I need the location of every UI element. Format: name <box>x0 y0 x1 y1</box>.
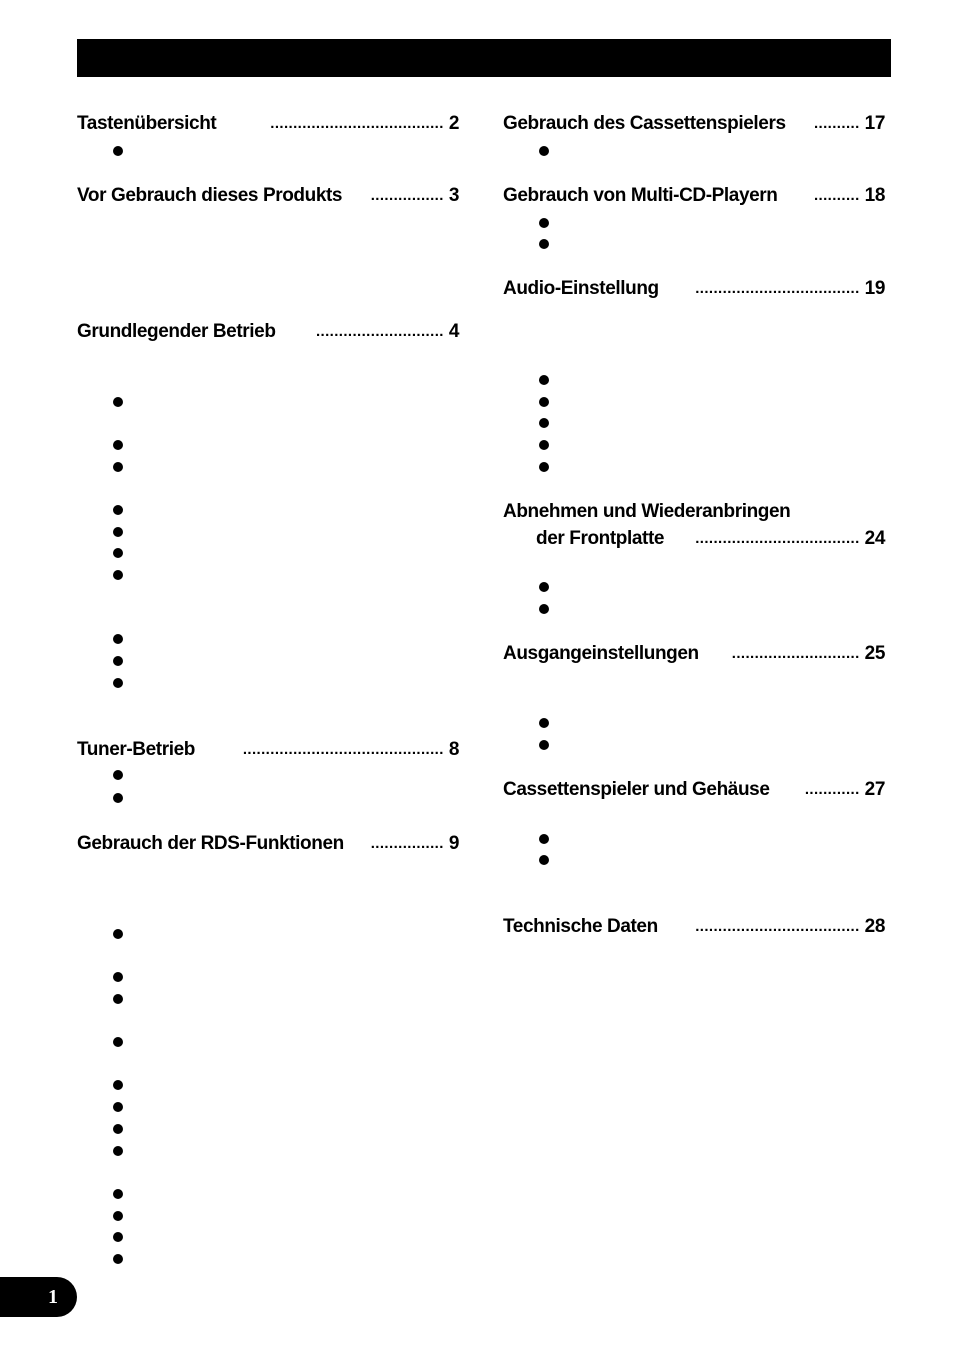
bullet-icon <box>539 218 549 228</box>
toc-entry-page: 9 <box>448 833 459 854</box>
toc-entry[interactable] <box>503 111 885 137</box>
toc-entry-page: 17 <box>864 113 885 134</box>
toc-entry-title: Cassettenspieler und Gehäuse <box>503 779 770 800</box>
toc-entry-page: 28 <box>864 916 885 937</box>
bullet-icon <box>539 375 549 385</box>
toc-entry-leader: ...................................... <box>270 115 444 132</box>
toc-entry-leader: ............................................ <box>242 741 444 758</box>
bullet-icon <box>113 146 123 156</box>
bullet-icon <box>113 1189 123 1199</box>
toc-entry-title: Abnehmen und Wiederanbringen <box>503 501 791 522</box>
toc-entry-leader: ............................ <box>315 323 444 340</box>
page-number: 1 <box>48 1286 58 1308</box>
toc-entry-page: 24 <box>864 528 885 549</box>
toc-entry-title: Gebrauch der RDS-Funktionen <box>77 833 344 854</box>
bullet-icon <box>539 397 549 407</box>
toc-entry-title: Tastenübersicht <box>77 113 217 134</box>
toc-entry-title: Gebrauch von Multi-CD-Playern <box>503 185 778 206</box>
toc-entry-page: 8 <box>448 739 459 760</box>
bullet-icon <box>113 656 123 666</box>
toc-entry-page: 4 <box>448 321 459 342</box>
bullet-icon <box>539 604 549 614</box>
toc-entry-page: 25 <box>864 643 885 664</box>
bullet-icon <box>539 239 549 249</box>
bullet-icon <box>113 994 123 1004</box>
toc-entry-page: 27 <box>864 779 885 800</box>
bullet-icon <box>113 1080 123 1090</box>
toc-entry[interactable] <box>503 276 885 302</box>
bullet-icon <box>113 570 123 580</box>
bullet-icon <box>539 834 549 844</box>
toc-entry[interactable] <box>77 319 459 345</box>
bullet-icon <box>113 440 123 450</box>
toc-entry[interactable] <box>503 914 885 940</box>
toc-entry-page: 3 <box>448 185 459 206</box>
toc-entry-leader: ................ <box>370 835 444 852</box>
bullet-icon <box>539 418 549 428</box>
bullet-icon <box>113 929 123 939</box>
toc-entry[interactable] <box>503 183 885 209</box>
toc-entry[interactable] <box>503 641 885 667</box>
bullet-icon <box>113 1102 123 1112</box>
toc-entry-leader: .................................... <box>695 918 860 935</box>
toc-entry-page: 19 <box>864 278 885 299</box>
toc-entry[interactable] <box>77 111 459 137</box>
bullet-icon <box>539 855 549 865</box>
bullet-icon <box>113 770 123 780</box>
bullet-icon <box>113 397 123 407</box>
toc-entry-leader: ................ <box>370 187 444 204</box>
bullet-icon <box>539 146 549 156</box>
toc-entry-title: Tuner-Betrieb <box>77 739 195 760</box>
toc-entry-leader: ............................ <box>731 645 860 662</box>
bullet-icon <box>113 1146 123 1156</box>
bullet-icon <box>539 440 549 450</box>
toc-entry[interactable] <box>77 737 459 763</box>
toc-entry-leader: .......... <box>813 187 860 204</box>
toc-entry-title: Vor Gebrauch dieses Produkts <box>77 185 343 206</box>
bullet-icon <box>113 1254 123 1264</box>
toc-entry-heading[interactable] <box>503 499 885 525</box>
toc-entry[interactable] <box>503 777 885 803</box>
bullet-icon <box>539 718 549 728</box>
toc-entry-title: Ausgangeinstellungen <box>503 643 699 664</box>
bullet-icon <box>113 527 123 537</box>
toc-entry-title: Technische Daten <box>503 916 658 937</box>
header-bar <box>77 39 891 77</box>
bullet-icon <box>113 1037 123 1047</box>
bullet-icon <box>113 678 123 688</box>
toc-entry[interactable] <box>77 183 459 209</box>
bullet-icon <box>113 793 123 803</box>
bullet-icon <box>539 740 549 750</box>
toc-entry[interactable] <box>536 526 885 552</box>
toc-entry-title: der Frontplatte <box>536 528 665 549</box>
toc-entry-leader: ............ <box>804 781 860 798</box>
bullet-icon <box>113 972 123 982</box>
bullet-icon <box>113 462 123 472</box>
toc-entry-page: 2 <box>448 113 459 134</box>
bullet-icon <box>113 1124 123 1134</box>
toc-entry-leader: .......... <box>813 115 860 132</box>
bullet-icon <box>113 1232 123 1242</box>
bullet-icon <box>113 1211 123 1221</box>
toc-entry-leader: .................................... <box>695 530 860 547</box>
toc-entry-page: 18 <box>864 185 885 206</box>
bullet-icon <box>113 548 123 558</box>
toc-entry-title: Audio-Einstellung <box>503 278 659 299</box>
toc-entry-title: Gebrauch des Cassettenspielers <box>503 113 786 134</box>
bullet-icon <box>539 582 549 592</box>
bullet-icon <box>539 462 549 472</box>
toc-entry[interactable] <box>77 831 459 857</box>
toc-entry-title: Grundlegender Betrieb <box>77 321 276 342</box>
bullet-icon <box>113 634 123 644</box>
toc-entry-leader: .................................... <box>695 280 860 297</box>
bullet-icon <box>113 505 123 515</box>
